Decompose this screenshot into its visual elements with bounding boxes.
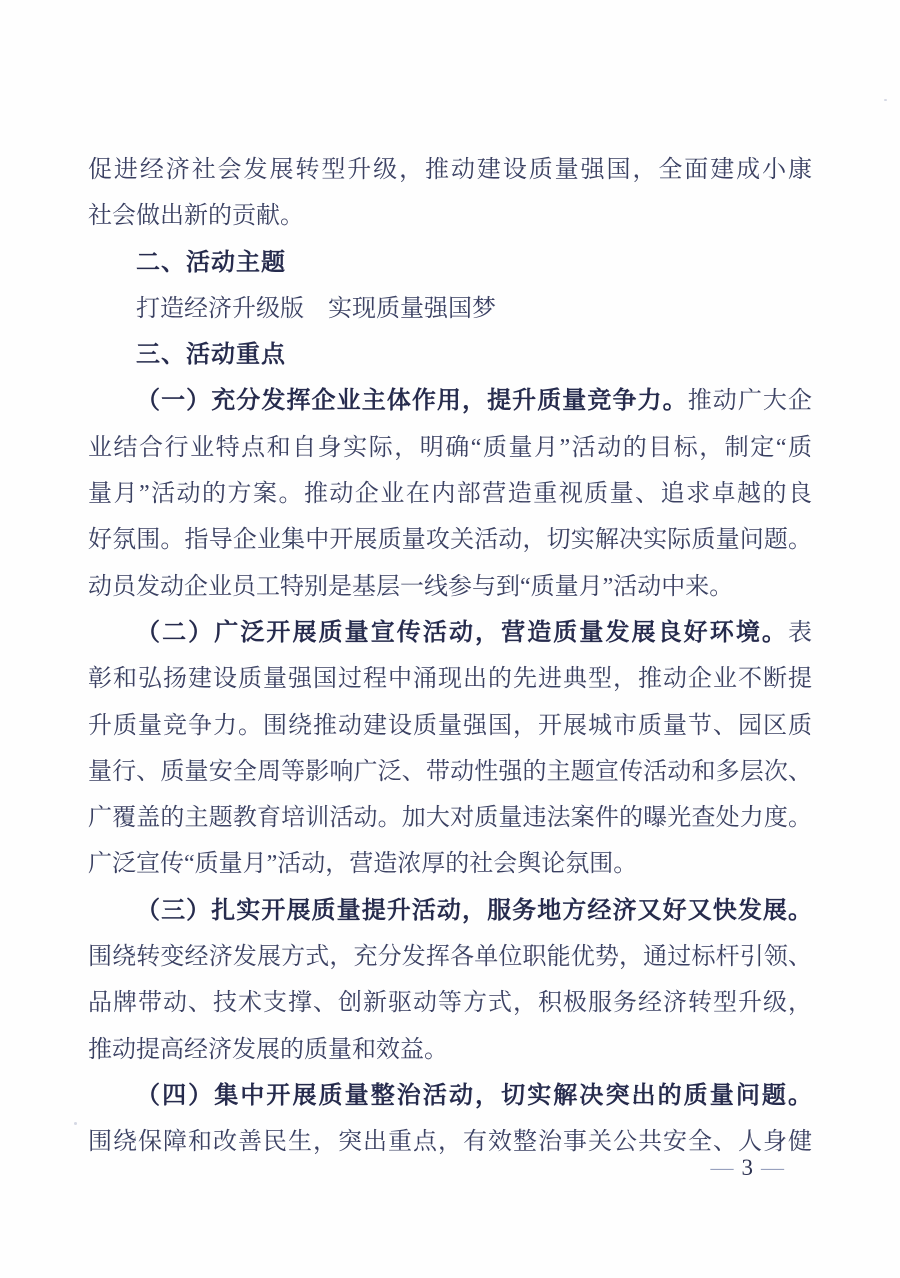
doc-line [88, 934, 812, 980]
page-number-dash: — [761, 1155, 784, 1180]
doc-line [88, 888, 812, 934]
doc-line [88, 517, 812, 563]
doc-line [88, 795, 812, 841]
text-run: 彰和弘扬建设质量强国过程中涌现出的先进典型，推动企业不断提 [88, 666, 812, 693]
doc-line [88, 703, 812, 749]
text-run: 品牌带动、技术支撑、创新驱动等方式，积极服务经济转型升级， [88, 990, 812, 1017]
doc-line [88, 1073, 812, 1119]
doc-line [88, 610, 812, 656]
text-run: 量行、质量安全周等影响广泛、带动性强的主题宣传活动和多层次、 [88, 758, 812, 785]
scan-speck [884, 99, 887, 101]
doc-line [88, 564, 812, 610]
doc-line [88, 980, 812, 1026]
heading-run: 三、活动重点 [136, 341, 286, 369]
text-run: 广泛宣传“质量月”活动，营造浓厚的社会舆论氛围。 [88, 851, 638, 878]
text-run: 升质量竞争力。围绕推动建设质量强国，开展城市质量节、园区质 [88, 712, 812, 739]
doc-line [88, 1027, 812, 1073]
heading-run: 二、活动主题 [136, 248, 286, 276]
doc-line [88, 425, 812, 471]
doc-line [88, 471, 812, 517]
text-run: 业结合行业特点和自身实际，明确“质量月”活动的目标，制定“质 [88, 434, 812, 461]
section-heading [88, 332, 812, 378]
bold-run: （三）扎实开展质量提升活动，服务地方经济又好又快发展。 [136, 897, 812, 924]
text-run: 围绕转变经济发展方式，充分发挥各单位职能优势，通过标杆引领、 [88, 944, 812, 971]
text-run: 打造经济升级版 实现质量强国梦 [136, 295, 496, 322]
page-number-value: 3 [741, 1155, 753, 1180]
text-run: 广覆盖的主题教育培训活动。加大对质量违法案件的曝光查处力度。 [88, 805, 812, 832]
bold-run: （二）广泛开展质量宣传活动，营造质量发展良好环境。 [136, 619, 788, 646]
bold-run: （四）集中开展质量整治活动，切实解决突出的质量问题。 [136, 1082, 812, 1109]
doc-line [88, 749, 812, 795]
text-run: 表 [788, 619, 812, 646]
theme-line [88, 286, 812, 332]
doc-line [88, 656, 812, 702]
scan-speck [74, 1122, 77, 1125]
text-run: 推动提高经济发展的质量和效益。 [88, 1036, 448, 1063]
text-run: 量月”活动的方案。推动企业在内部营造重视质量、追求卓越的良 [88, 481, 812, 508]
section-heading [88, 240, 812, 286]
text-run: 社会做出新的贡献。 [88, 203, 304, 230]
text-run: 推动广大企 [687, 388, 813, 415]
text-run: 促进经济社会发展转型升级，推动建设质量强国，全面建成小康 [88, 157, 812, 183]
page-number [703, 1153, 793, 1183]
document-body [88, 147, 812, 1166]
doc-line [88, 147, 812, 193]
bold-run: （一）充分发挥企业主体作用，提升质量竞争力。 [136, 388, 688, 415]
page-number-dash: — [710, 1155, 734, 1180]
doc-line [88, 841, 812, 887]
doc-line [88, 193, 812, 239]
text-run: 围绕保障和改善民生，突出重点，有效整治事关公共安全、人身健 [88, 1129, 812, 1156]
text-run: 好氛围。指导企业集中开展质量攻关活动，切实解决实际质量问题。 [88, 527, 812, 554]
text-run: 动员发动企业员工特别是基层一线参与到“质量月”活动中来。 [88, 573, 734, 600]
doc-line [88, 378, 812, 424]
